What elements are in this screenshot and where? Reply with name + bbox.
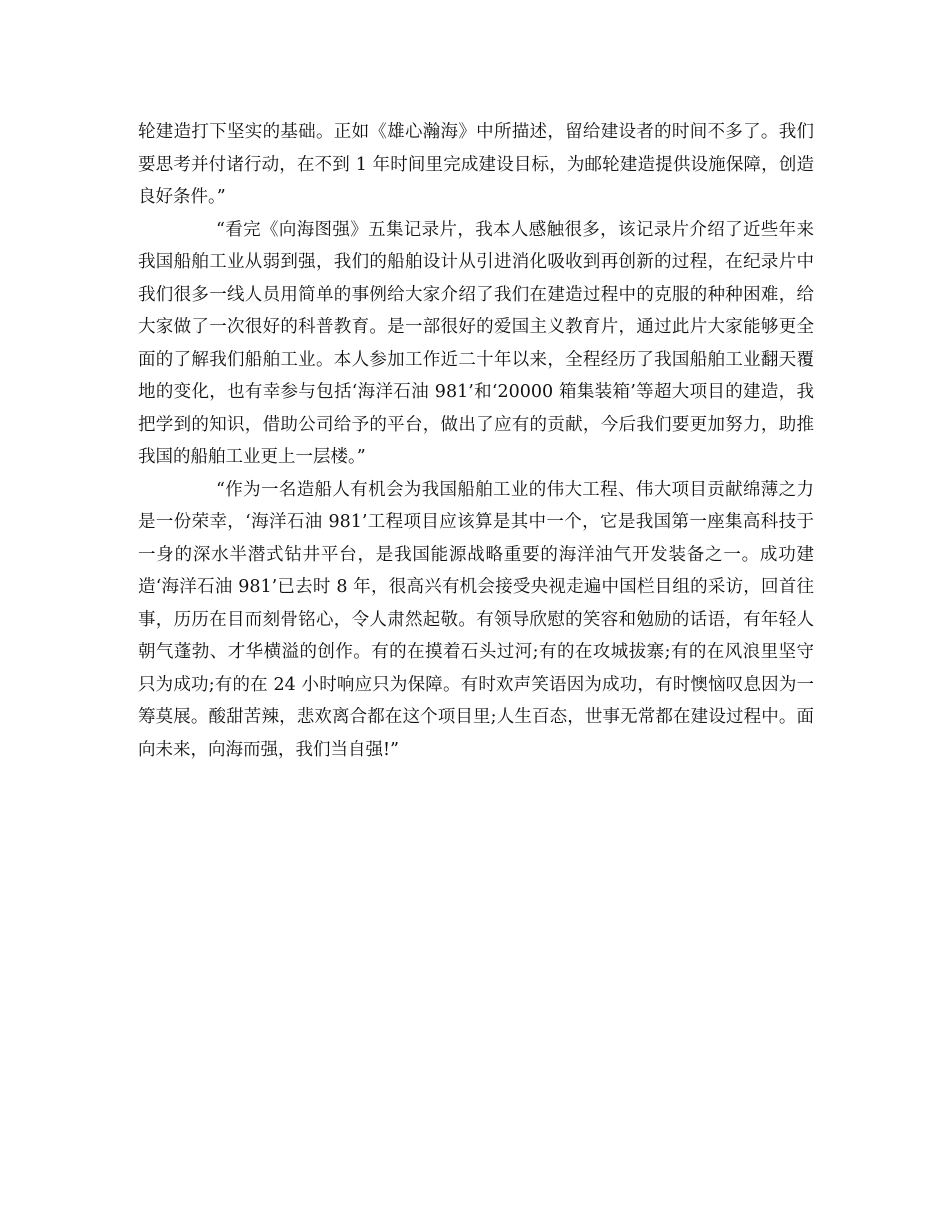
paragraph-documentary-review: “看完《向海图强》五集记录片，我本人感触很多，该记录片介绍了近些年来我国船舶工业从弱到强，我们的船舶设计从引进消化吸收到再创新的过程，在纪录片中我们很多一线人员用简单的事例给大家介绍了我们在建造过程中的克服的种种困难，给大家做了一次很好的科普教育。是一部很好的爱国主义教育片，通过此片大家能够更全面的了解我们船舶工业。本人参加工作近二十年以来，全程经历了我国船舶工业翻天覆地的变化，也有幸参与包括‘海洋石油 981’和‘20000 箱集装箱’等超大项目的建造，我把学到的知识，借助公司给予的平台，做出了应有的贡献，今后我们要更加努力，助推我国的船舶工业更上一层楼。” [138,219,814,467]
paragraph-continuation: 轮建造打下坚实的基础。正如《雄心瀚海》中所描述，留给建设者的时间不多了。我们要思考并付诸行动，在不到 1 年时间里完成建设目标，为邮轮建造提供设施保障，创造良好条件。” [138,122,814,207]
document-body [138,116,814,766]
paragraph-shipbuilder-reflection: “作为一名造船人有机会为我国船舶工业的伟大工程、伟大项目贡献绵薄之力是一份荣幸，‘海洋石油 981’工程项目应该算是其中一个，它是我国第一座集高科技于一身的深水半潜式钻井平台，是我国能源战略重要的海洋油气开发装备之一。成功建造‘海洋石油 981’已去时 8 年，很高兴有机会接受央视走遍中国栏目组的采访，回首往事，历历在目而刻骨铭心，令人肃然起敬。有领导欣慰的笑容和勉励的话语，有年轻人朝气蓬勃、才华横溢的创作。有的在摸着石头过河;有的在攻城拔寨;有的在风浪里坚守只为成功;有的在 24 小时响应只为保障。有时欢声笑语因为成功，有时懊恼叹息因为一筹莫展。酸甜苦辣，悲欢离合都在这个项目里;人生百态，世事无常都在建设过程中。面向未来，向海而强，我们当自强!” [138,479,814,760]
